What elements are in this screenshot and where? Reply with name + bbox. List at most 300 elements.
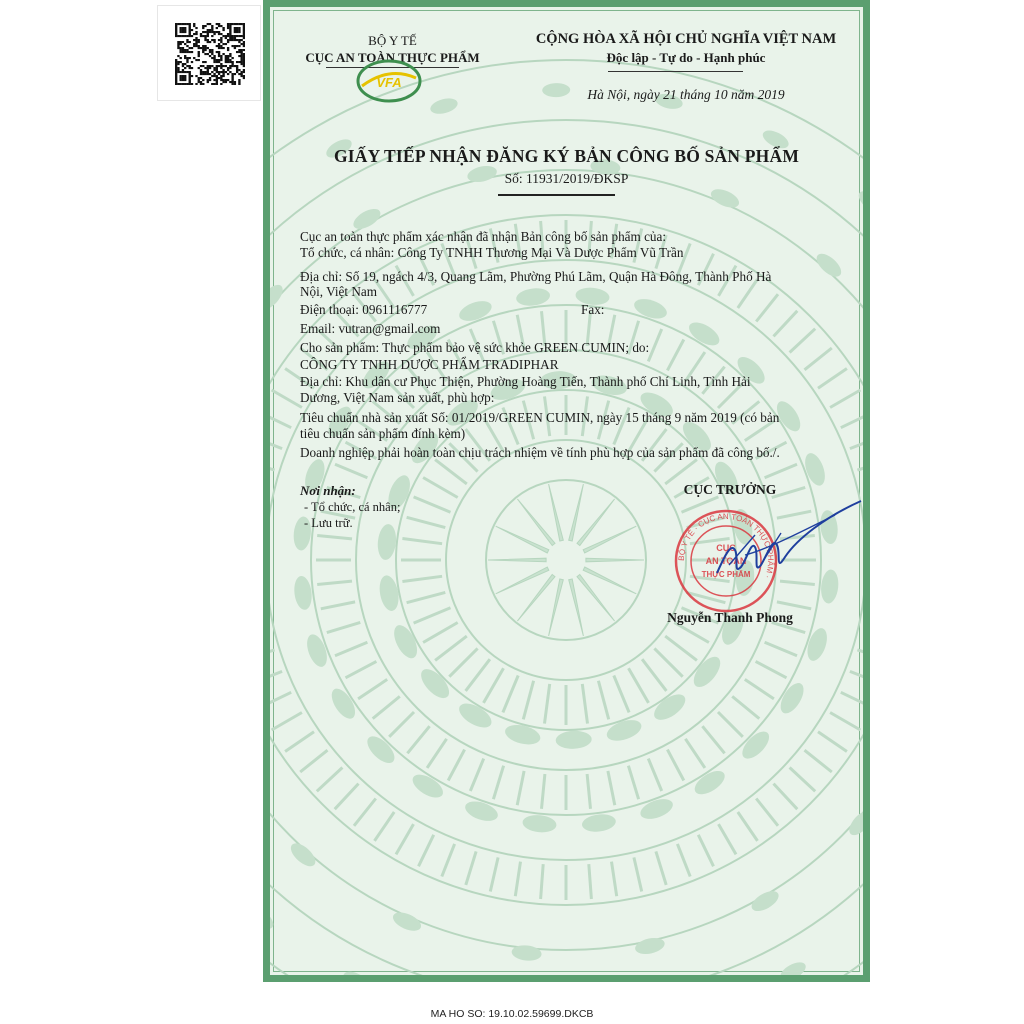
watermark-tick <box>423 478 458 498</box>
qr-module <box>229 65 231 67</box>
qr-module <box>211 35 213 37</box>
qr-module <box>189 65 191 67</box>
qr-module <box>182 49 184 51</box>
watermark-figure <box>287 839 319 870</box>
qr-module <box>175 73 177 75</box>
watermark-tick <box>654 648 682 676</box>
qr-module <box>236 67 238 69</box>
qr-module <box>225 71 227 73</box>
qr-module <box>238 79 240 81</box>
watermark-tick <box>263 509 264 514</box>
qr-module <box>225 61 227 63</box>
watermark-figure <box>363 732 399 768</box>
qr-module <box>213 75 215 77</box>
watermark-figure <box>463 798 501 825</box>
qr-module <box>238 39 240 41</box>
qr-module <box>200 47 202 49</box>
watermark-tick <box>335 784 359 810</box>
qr-module <box>243 37 245 39</box>
qr-module <box>207 31 209 33</box>
qr-module <box>225 37 227 39</box>
qr-module <box>204 47 206 49</box>
qr-module <box>240 71 242 73</box>
title-underline <box>498 194 615 196</box>
manufacturer-text: CÔNG TY TNHH DƯỢC PHẨM TRADIPHAR <box>300 357 559 372</box>
watermark-figure <box>855 187 870 216</box>
qr-module <box>204 67 206 69</box>
qr-module <box>207 41 209 43</box>
qr-module <box>243 57 245 59</box>
signature-icon <box>715 495 865 590</box>
qr-module <box>180 79 182 81</box>
watermark-tick <box>263 692 291 707</box>
qr-module <box>209 73 211 75</box>
qr-module <box>222 27 224 29</box>
watermark-tick <box>263 484 269 492</box>
watermark-figure <box>738 727 774 763</box>
qr-module <box>193 57 195 59</box>
qr-module <box>238 73 240 75</box>
qr-module <box>200 81 202 83</box>
qr-module <box>213 55 215 57</box>
watermark-tick <box>868 509 870 514</box>
watermark-tick <box>517 771 524 805</box>
qr-module <box>216 61 218 63</box>
qr-module <box>202 25 204 27</box>
qr-module <box>177 69 179 71</box>
qr-module <box>229 71 231 73</box>
qr-module <box>204 45 206 47</box>
qr-module <box>175 61 177 63</box>
qr-module <box>209 29 211 31</box>
qr-module <box>207 29 209 31</box>
qr-module <box>195 75 197 77</box>
qr-module <box>207 79 209 81</box>
qr-module <box>222 81 224 83</box>
watermark-tick <box>841 413 870 428</box>
qr-module <box>200 35 202 37</box>
qr-module <box>220 79 222 81</box>
qr-module <box>180 29 182 31</box>
qr-module <box>182 79 184 81</box>
qr-module <box>220 63 222 65</box>
qr-module <box>211 51 213 53</box>
qr-module <box>229 35 231 37</box>
qr-module <box>220 57 222 59</box>
qr-module <box>200 83 202 85</box>
qr-module <box>177 35 179 37</box>
qr-module <box>211 27 213 29</box>
qr-module <box>180 47 182 49</box>
qr-module <box>175 75 177 77</box>
watermark-tick <box>545 684 550 724</box>
watermark-tick <box>628 766 638 800</box>
watermark-figure <box>845 807 870 839</box>
watermark-ray <box>569 484 584 541</box>
department-name: CỤC AN TOÀN THỰC PHẨM <box>305 50 480 65</box>
qr-module <box>213 69 215 71</box>
qr-module <box>227 67 229 69</box>
watermark-tick <box>335 642 367 655</box>
qr-module <box>227 41 229 43</box>
qr-module <box>243 27 245 29</box>
watermark-tick <box>448 750 464 781</box>
qr-module <box>186 49 188 51</box>
qr-module <box>204 39 206 41</box>
watermark-tick <box>685 739 705 768</box>
watermark-tick <box>790 768 816 792</box>
qr-module <box>243 45 245 47</box>
qr-module <box>202 51 204 53</box>
qr-module <box>227 23 229 25</box>
qr-module <box>220 37 222 39</box>
watermark-tick <box>435 636 467 660</box>
qr-module <box>177 67 179 69</box>
qr-module <box>198 81 200 83</box>
qr-module <box>213 41 215 43</box>
qr-module <box>177 63 179 65</box>
qr-module <box>175 35 177 37</box>
qr-module <box>236 29 238 31</box>
watermark-figure <box>503 722 542 748</box>
qr-module <box>225 79 227 81</box>
qr-module <box>200 33 202 35</box>
qr-module <box>202 35 204 37</box>
qr-module <box>238 61 240 63</box>
watermark-tick <box>272 713 302 731</box>
vfa-logo-icon <box>354 58 424 104</box>
qr-module <box>229 25 231 27</box>
standard-line-2: tiêu chuẩn sản phẩm đính kèm) <box>300 426 466 441</box>
watermark-tick <box>667 340 683 371</box>
qr-module <box>184 63 186 65</box>
qr-module <box>182 71 184 73</box>
qr-module <box>211 53 213 55</box>
qr-module <box>218 61 220 63</box>
qr-module <box>218 55 220 57</box>
qr-module <box>189 47 191 49</box>
watermark-tick <box>841 692 870 707</box>
qr-module <box>193 43 195 45</box>
qr-module <box>218 77 220 79</box>
watermark-tick <box>466 659 490 691</box>
watermark-tick <box>830 390 860 408</box>
qr-module <box>229 23 231 25</box>
qr-module <box>189 79 191 81</box>
qr-module <box>236 65 238 67</box>
qr-module <box>216 67 218 69</box>
watermark-tick <box>818 732 847 752</box>
watermark-tick <box>490 857 498 891</box>
watermark-ray <box>549 579 564 636</box>
qr-module <box>177 47 179 49</box>
qr-module <box>240 63 242 65</box>
qr-module <box>198 45 200 47</box>
watermark-figure <box>390 909 423 935</box>
watermark-tick <box>354 799 376 826</box>
watermark-tick <box>598 681 608 720</box>
qr-module <box>209 55 211 57</box>
recipient-item: - Lưu trữ. <box>304 516 353 530</box>
qr-module <box>234 29 236 31</box>
qr-module <box>243 59 245 61</box>
recipients-label: Nơi nhận: <box>300 483 356 498</box>
qr-module <box>218 33 220 35</box>
watermark-tick <box>582 684 587 724</box>
qr-module <box>195 83 197 85</box>
watermark-tick <box>850 671 870 684</box>
qr-module <box>218 65 220 67</box>
standard-line-1: Tiêu chuẩn nhà sản xuất Số: 01/2019/GREEN CUMIN, ngày 15 tháng 9 năm 2019 (có bản <box>300 410 780 425</box>
qr-module <box>189 67 191 69</box>
qr-module <box>189 35 191 37</box>
qr-module <box>184 79 186 81</box>
qr-module <box>186 41 188 43</box>
watermark-tick <box>466 851 476 885</box>
qr-module <box>202 27 204 29</box>
qr-module <box>180 71 182 73</box>
watermark-tick <box>648 329 661 361</box>
watermark-ray <box>586 558 644 562</box>
watermark-tick <box>850 436 870 449</box>
qr-module <box>182 27 184 29</box>
record-code: MA HO SO: 19.10.02.59699.DKCB <box>430 1008 594 1020</box>
qr-module <box>222 69 224 71</box>
watermark-tick <box>868 606 870 611</box>
watermark-tick <box>718 712 743 737</box>
watermark-tick <box>732 696 759 718</box>
qr-module <box>191 83 193 85</box>
qr-module <box>191 47 193 49</box>
watermark-figure <box>777 959 808 982</box>
qr-module <box>243 69 245 71</box>
qr-code-panel <box>157 5 261 101</box>
qr-module <box>234 83 236 85</box>
qr-module <box>213 67 215 69</box>
qr-module <box>222 79 224 81</box>
qr-module <box>202 45 204 47</box>
qr-module <box>184 49 186 51</box>
qr-module <box>211 39 213 41</box>
qr-module <box>182 31 184 33</box>
watermark-figure <box>376 523 397 561</box>
qr-module <box>243 43 245 45</box>
qr-module <box>218 31 220 33</box>
watermark-tick <box>263 606 264 611</box>
qr-module <box>189 25 191 27</box>
qr-module <box>207 67 209 69</box>
qr-module <box>216 45 218 47</box>
watermark-tick <box>587 774 590 809</box>
qr-module <box>229 55 231 57</box>
stamp-center-bottom: THỰC PHẨM <box>701 570 751 579</box>
qr-module <box>180 77 182 79</box>
watermark-tick <box>719 824 737 854</box>
qr-module <box>231 73 233 75</box>
qr-module <box>229 59 231 61</box>
watermark-tick <box>396 824 414 854</box>
qr-module <box>238 69 240 71</box>
watermark-tick <box>608 771 615 805</box>
qr-module <box>175 63 177 65</box>
qr-module <box>243 61 245 63</box>
qr-module <box>182 47 184 49</box>
qr-module <box>227 57 229 59</box>
watermark-tick <box>805 750 832 772</box>
qr-module <box>198 51 200 53</box>
qr-module <box>231 75 233 77</box>
qr-module <box>184 51 186 53</box>
qr-module <box>229 61 231 63</box>
qr-module <box>202 79 204 81</box>
qr-module <box>220 55 222 57</box>
qr-module <box>240 43 242 45</box>
qr-module <box>234 37 236 39</box>
watermark-ray <box>549 484 564 541</box>
qr-module <box>204 25 206 27</box>
qr-module <box>202 47 204 49</box>
qr-module <box>229 29 231 31</box>
qr-module <box>189 51 191 53</box>
watermark-tick <box>656 851 666 885</box>
qr-module <box>229 39 231 41</box>
document-number: Số: 11931/2019/ĐKSP <box>504 171 629 186</box>
responsibility-text: Doanh nghiệp phải hoàn toàn chịu trách nhiệm về tính phù hợp của sản phẩm đã công bố./. <box>300 445 780 460</box>
qr-module <box>186 51 188 53</box>
qr-module <box>184 35 186 37</box>
qr-module <box>243 23 245 25</box>
qr-module <box>220 59 222 61</box>
watermark-tick <box>263 413 291 428</box>
watermark-tick <box>321 602 355 609</box>
watermark-tick <box>402 576 442 581</box>
qr-module <box>198 47 200 49</box>
qr-module <box>177 61 179 63</box>
qr-module <box>202 71 204 73</box>
qr-module <box>243 41 245 43</box>
watermark-tick <box>523 681 533 720</box>
qr-module <box>191 75 193 77</box>
qr-module <box>193 33 195 35</box>
watermark-figure <box>804 626 831 664</box>
qr-module <box>231 61 233 63</box>
qr-module <box>189 75 191 77</box>
qr-module <box>177 83 179 85</box>
qr-module <box>234 31 236 33</box>
qr-module <box>175 69 177 71</box>
qr-module <box>207 23 209 25</box>
qr-module <box>227 59 229 61</box>
qr-module <box>236 27 238 29</box>
qr-module <box>207 33 209 35</box>
qr-module <box>186 71 188 73</box>
watermark-tick <box>629 668 649 703</box>
qr-module <box>182 29 184 31</box>
qr-module <box>225 43 227 45</box>
watermark-tick <box>612 862 617 897</box>
qr-module <box>198 55 200 57</box>
qr-module <box>243 33 245 35</box>
qr-module <box>243 75 245 77</box>
qr-module <box>207 35 209 37</box>
qr-module <box>189 29 191 31</box>
qr-module <box>182 83 184 85</box>
watermark-tick <box>407 726 429 753</box>
qr-module <box>182 51 184 53</box>
qr-module <box>175 81 177 83</box>
qr-module <box>240 23 242 25</box>
organization-text: Tổ chức, cá nhân: Công Ty TNHH Thương Mại Và Dược Phẩm Vũ Trần <box>300 245 684 260</box>
product-text: Cho sản phẩm: Thực phẩm bảo vệ sức khỏe GREEN CUMIN; do: <box>300 340 650 355</box>
qr-module <box>204 37 206 39</box>
qr-module <box>236 51 238 53</box>
qr-module <box>184 29 186 31</box>
watermark-tick <box>738 812 758 841</box>
qr-module <box>180 23 182 25</box>
qr-module <box>229 33 231 35</box>
qr-module <box>209 79 211 81</box>
manufacturer-address-line-2: Dương, Việt Nam sản xuất, phù hợp: <box>300 390 495 405</box>
qr-module <box>220 47 222 49</box>
watermark-tick <box>541 864 544 899</box>
qr-module <box>222 47 224 49</box>
qr-module <box>240 61 242 63</box>
qr-module <box>198 39 200 41</box>
qr-module <box>227 49 229 51</box>
qr-module <box>238 81 240 83</box>
qr-module <box>213 39 215 41</box>
qr-module <box>189 27 191 29</box>
qr-module <box>193 23 195 25</box>
qr-module <box>207 73 209 75</box>
qr-module <box>180 75 182 77</box>
qr-module <box>238 23 240 25</box>
watermark-tick <box>805 348 832 370</box>
watermark-tick <box>300 750 327 772</box>
qr-module <box>238 27 240 29</box>
qr-module <box>175 65 177 67</box>
qr-module <box>213 73 215 75</box>
qr-module <box>200 69 202 71</box>
watermark-tick <box>375 812 395 841</box>
qr-module <box>177 41 179 43</box>
qr-module <box>198 53 200 55</box>
watermark-tick <box>503 676 518 713</box>
watermark-tick <box>857 460 870 470</box>
qr-module <box>225 57 227 59</box>
watermark-tick <box>449 648 477 676</box>
watermark-tick <box>790 329 816 353</box>
fax-text: Fax: <box>581 302 605 317</box>
qr-module <box>204 35 206 37</box>
qr-module <box>186 61 188 63</box>
watermark-tick <box>665 460 697 484</box>
qr-module <box>243 65 245 67</box>
qr-module <box>238 29 240 31</box>
qr-module <box>211 57 213 59</box>
watermark-tick <box>542 774 545 809</box>
qr-module <box>195 59 197 61</box>
qr-module <box>182 65 184 67</box>
qr-module <box>180 83 182 85</box>
qr-module <box>177 55 179 57</box>
qr-module <box>240 53 242 55</box>
watermark-tick <box>765 464 797 477</box>
watermark-tick <box>427 739 447 768</box>
qr-module <box>184 23 186 25</box>
qr-module <box>180 61 182 63</box>
qr-module <box>218 51 220 53</box>
